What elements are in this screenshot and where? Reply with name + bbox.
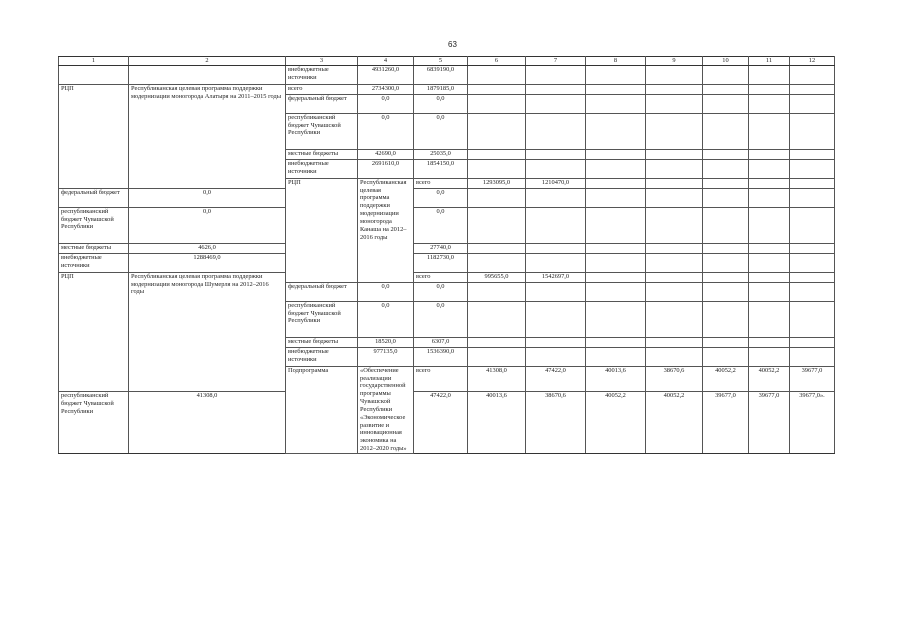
table-cell — [646, 84, 703, 94]
table-cell — [749, 253, 790, 272]
table-cell — [586, 337, 646, 347]
table-cell — [749, 94, 790, 113]
table-cell — [790, 301, 835, 337]
table-cell — [468, 243, 526, 253]
table-cell — [749, 113, 790, 149]
table-cell: 40013,6 — [586, 366, 646, 391]
table-cell: 1542697,0 — [526, 272, 586, 282]
table-row — [59, 243, 835, 253]
table-cell — [790, 272, 835, 282]
table-cell: 47422,0 — [526, 366, 586, 391]
table-cell: федеральный бюджет — [286, 94, 358, 113]
table-cell: всего — [414, 272, 468, 282]
table-cell — [586, 113, 646, 149]
table-cell — [526, 253, 586, 272]
table-cell: 4626,0 — [129, 243, 286, 253]
table-cell: 977135,0 — [358, 347, 414, 366]
table-cell: 40052,2 — [646, 392, 703, 454]
table-cell — [586, 272, 646, 282]
table-cell — [586, 149, 646, 159]
table-cell: 2734300,0 — [358, 84, 414, 94]
table-cell — [468, 301, 526, 337]
table-cell — [790, 253, 835, 272]
table-cell — [646, 113, 703, 149]
table-cell: 0,0 — [129, 188, 286, 207]
table-cell: 4931260,0 — [358, 65, 414, 84]
table-cell: 41308,0 — [129, 392, 286, 454]
table-cell — [703, 188, 749, 207]
table-row — [59, 84, 835, 94]
table-cell — [646, 188, 703, 207]
table-cell: 2691610,0 — [358, 159, 414, 178]
table-cell — [703, 84, 749, 94]
table-cell — [586, 243, 646, 253]
table-cell: Республиканская целевая программа поддержки модернизации моногорода Алатыря на 2011–2015 годы — [129, 84, 286, 188]
table-cell — [586, 94, 646, 113]
table-cell: 1536390,0 — [414, 347, 468, 366]
table-row — [59, 392, 835, 454]
table-cell — [526, 282, 586, 301]
table-cell — [526, 337, 586, 347]
table-cell — [586, 253, 646, 272]
column-header: 5 — [414, 57, 468, 66]
table-cell — [790, 207, 835, 243]
table-cell — [586, 207, 646, 243]
table-cell — [703, 149, 749, 159]
table-cell — [703, 272, 749, 282]
table-row — [59, 253, 835, 272]
table-cell — [749, 301, 790, 337]
table-cell: 40052,2 — [703, 366, 749, 391]
table-cell: РЦП — [286, 178, 358, 282]
table-cell — [586, 188, 646, 207]
table-cell — [526, 113, 586, 149]
column-header: 6 — [468, 57, 526, 66]
table-cell: 39677,0 — [790, 366, 835, 391]
table-cell: 1293095,0 — [468, 178, 526, 188]
table-cell — [526, 65, 586, 84]
table-cell: 6839190,0 — [414, 65, 468, 84]
table-cell: местные бюджеты — [286, 337, 358, 347]
table-cell: 39677,0 — [703, 392, 749, 454]
table-cell — [646, 149, 703, 159]
table-cell — [646, 253, 703, 272]
table-cell — [646, 272, 703, 282]
table-cell: 27740,0 — [414, 243, 468, 253]
table-cell — [468, 282, 526, 301]
column-header: 2 — [129, 57, 286, 66]
table-cell — [703, 178, 749, 188]
table-cell — [526, 159, 586, 178]
table-cell — [468, 84, 526, 94]
table-cell: внебюджетные источники — [286, 159, 358, 178]
table-cell: республиканский бюджет Чувашской Республики — [59, 392, 129, 454]
table-cell — [646, 282, 703, 301]
table-cell — [586, 65, 646, 84]
table-cell — [586, 347, 646, 366]
table-cell: республиканский бюджет Чувашской Республики — [286, 113, 358, 149]
table-cell — [749, 149, 790, 159]
table-cell — [59, 65, 129, 84]
table-cell — [749, 178, 790, 188]
table-cell: федеральный бюджет — [286, 282, 358, 301]
table-body — [59, 65, 835, 453]
table-cell — [790, 65, 835, 84]
table-cell: республиканский бюджет Чувашской Республики — [59, 207, 129, 243]
table-cell — [749, 243, 790, 253]
table-cell: федеральный бюджет — [59, 188, 129, 207]
table-cell — [749, 207, 790, 243]
column-header: 12 — [790, 57, 835, 66]
table-cell — [703, 282, 749, 301]
column-header: 9 — [646, 57, 703, 66]
table-cell — [790, 282, 835, 301]
table-cell — [703, 347, 749, 366]
table-cell — [646, 243, 703, 253]
table-row — [59, 272, 835, 282]
table-cell — [790, 243, 835, 253]
table-cell — [586, 301, 646, 337]
table-cell — [526, 243, 586, 253]
table-cell: 0,0 — [358, 282, 414, 301]
table-cell — [586, 282, 646, 301]
table-cell: 42690,0 — [358, 149, 414, 159]
table-cell — [703, 301, 749, 337]
table-cell: всего — [414, 178, 468, 188]
column-header: 4 — [358, 57, 414, 66]
table-cell — [646, 301, 703, 337]
table-cell — [790, 159, 835, 178]
table-cell — [703, 337, 749, 347]
table-cell — [468, 207, 526, 243]
table-cell: Республиканская целевая программа поддержки модернизации моногорода Шумерля на 2012–2016 годы — [129, 272, 286, 391]
table-cell: 41308,0 — [468, 366, 526, 391]
table-cell: 1854150,0 — [414, 159, 468, 178]
table-cell — [703, 243, 749, 253]
table-cell — [790, 188, 835, 207]
table-cell: 25035,0 — [414, 149, 468, 159]
table-header — [59, 57, 835, 66]
table-cell: 0,0 — [414, 188, 468, 207]
table-cell: 0,0 — [129, 207, 286, 243]
table-cell — [749, 282, 790, 301]
table-cell — [526, 301, 586, 337]
table-cell: 40052,2 — [749, 366, 790, 391]
table-cell: всего — [286, 84, 358, 94]
table-cell — [586, 159, 646, 178]
table-cell: местные бюджеты — [286, 149, 358, 159]
table-cell — [468, 188, 526, 207]
table-row — [59, 188, 835, 207]
table-row — [59, 207, 835, 243]
table-cell: внебюджетные источники — [286, 347, 358, 366]
table-cell — [749, 84, 790, 94]
table-cell: 0,0 — [414, 94, 468, 113]
table-cell: 0,0 — [358, 113, 414, 149]
table-cell: РЦП — [59, 84, 129, 188]
table-cell — [703, 159, 749, 178]
table-cell: 0,0 — [414, 282, 468, 301]
table-cell — [468, 94, 526, 113]
table-cell — [646, 337, 703, 347]
column-header: 3 — [286, 57, 358, 66]
table-cell: 40013,6 — [468, 392, 526, 454]
table-cell — [790, 178, 835, 188]
table-cell: 38670,6 — [526, 392, 586, 454]
table-cell — [468, 159, 526, 178]
table-cell: 0,0 — [358, 301, 414, 337]
page-number: 63 — [448, 40, 457, 49]
table-cell — [526, 347, 586, 366]
table-cell — [646, 94, 703, 113]
table-cell — [468, 149, 526, 159]
table-cell: 38670,6 — [646, 366, 703, 391]
table-cell — [790, 337, 835, 347]
column-header: 10 — [703, 57, 749, 66]
header-row — [59, 57, 835, 66]
table-cell: 0,0 — [358, 94, 414, 113]
table-cell: 0,0 — [414, 207, 468, 243]
table-cell — [790, 149, 835, 159]
table-cell — [468, 337, 526, 347]
table-cell — [703, 253, 749, 272]
column-header: 8 — [586, 57, 646, 66]
table-cell — [749, 188, 790, 207]
table-cell — [646, 207, 703, 243]
table-cell — [468, 65, 526, 84]
column-header: 1 — [59, 57, 129, 66]
budget-table — [58, 56, 835, 454]
table-cell — [646, 178, 703, 188]
table-cell: 40052,2 — [586, 392, 646, 454]
table-cell: 0,0 — [414, 113, 468, 149]
table-cell: Республиканская целевая программа поддержки модернизации моногорода Канаша на 2012–2016 годы — [358, 178, 414, 282]
table-cell — [468, 113, 526, 149]
table-cell: 1879185,0 — [414, 84, 468, 94]
table-cell: «Обеспечение реализации государственной программы Чувашской Республики «Экономическое развитие и инновационная экономика на 2012–2020 годы» — [358, 366, 414, 453]
table-cell: республиканский бюджет Чувашской Республики — [286, 301, 358, 337]
table-cell: 995655,0 — [468, 272, 526, 282]
table-cell: 0,0 — [414, 301, 468, 337]
table-cell: 1182730,0 — [414, 253, 468, 272]
table-cell — [790, 113, 835, 149]
table-cell: внебюджетные источники — [59, 253, 129, 272]
table-row — [59, 65, 835, 84]
table-cell — [703, 207, 749, 243]
table-cell: местные бюджеты — [59, 243, 129, 253]
table-cell — [749, 347, 790, 366]
table-cell — [526, 188, 586, 207]
table-cell — [646, 159, 703, 178]
table-cell — [749, 337, 790, 347]
table-cell: 1210470,0 — [526, 178, 586, 188]
column-header: 7 — [526, 57, 586, 66]
table-cell — [749, 65, 790, 84]
table-cell: 47422,0 — [414, 392, 468, 454]
table-cell — [468, 347, 526, 366]
column-header: 11 — [749, 57, 790, 66]
table-cell: 1288469,0 — [129, 253, 286, 272]
table-cell — [703, 113, 749, 149]
table-cell — [526, 149, 586, 159]
table-cell — [749, 272, 790, 282]
table-cell: 39677,0 — [749, 392, 790, 454]
table-cell: 39677,0». — [790, 392, 835, 454]
table-cell — [129, 65, 286, 84]
table-cell — [468, 253, 526, 272]
table-cell — [703, 65, 749, 84]
table-cell — [790, 347, 835, 366]
table-cell: внебюджетные источники — [286, 65, 358, 84]
table-cell — [646, 347, 703, 366]
table-cell — [586, 178, 646, 188]
table-cell — [526, 84, 586, 94]
table-cell: 6307,0 — [414, 337, 468, 347]
table-cell — [790, 84, 835, 94]
table-cell — [646, 65, 703, 84]
table-cell — [586, 84, 646, 94]
table-cell: Подпрограмма — [286, 366, 358, 453]
table-cell — [526, 94, 586, 113]
table-cell: всего — [414, 366, 468, 391]
table-cell — [526, 207, 586, 243]
table-cell: 18520,0 — [358, 337, 414, 347]
table-cell: РЦП — [59, 272, 129, 391]
table-cell — [790, 94, 835, 113]
table-cell — [749, 159, 790, 178]
table-cell — [703, 94, 749, 113]
